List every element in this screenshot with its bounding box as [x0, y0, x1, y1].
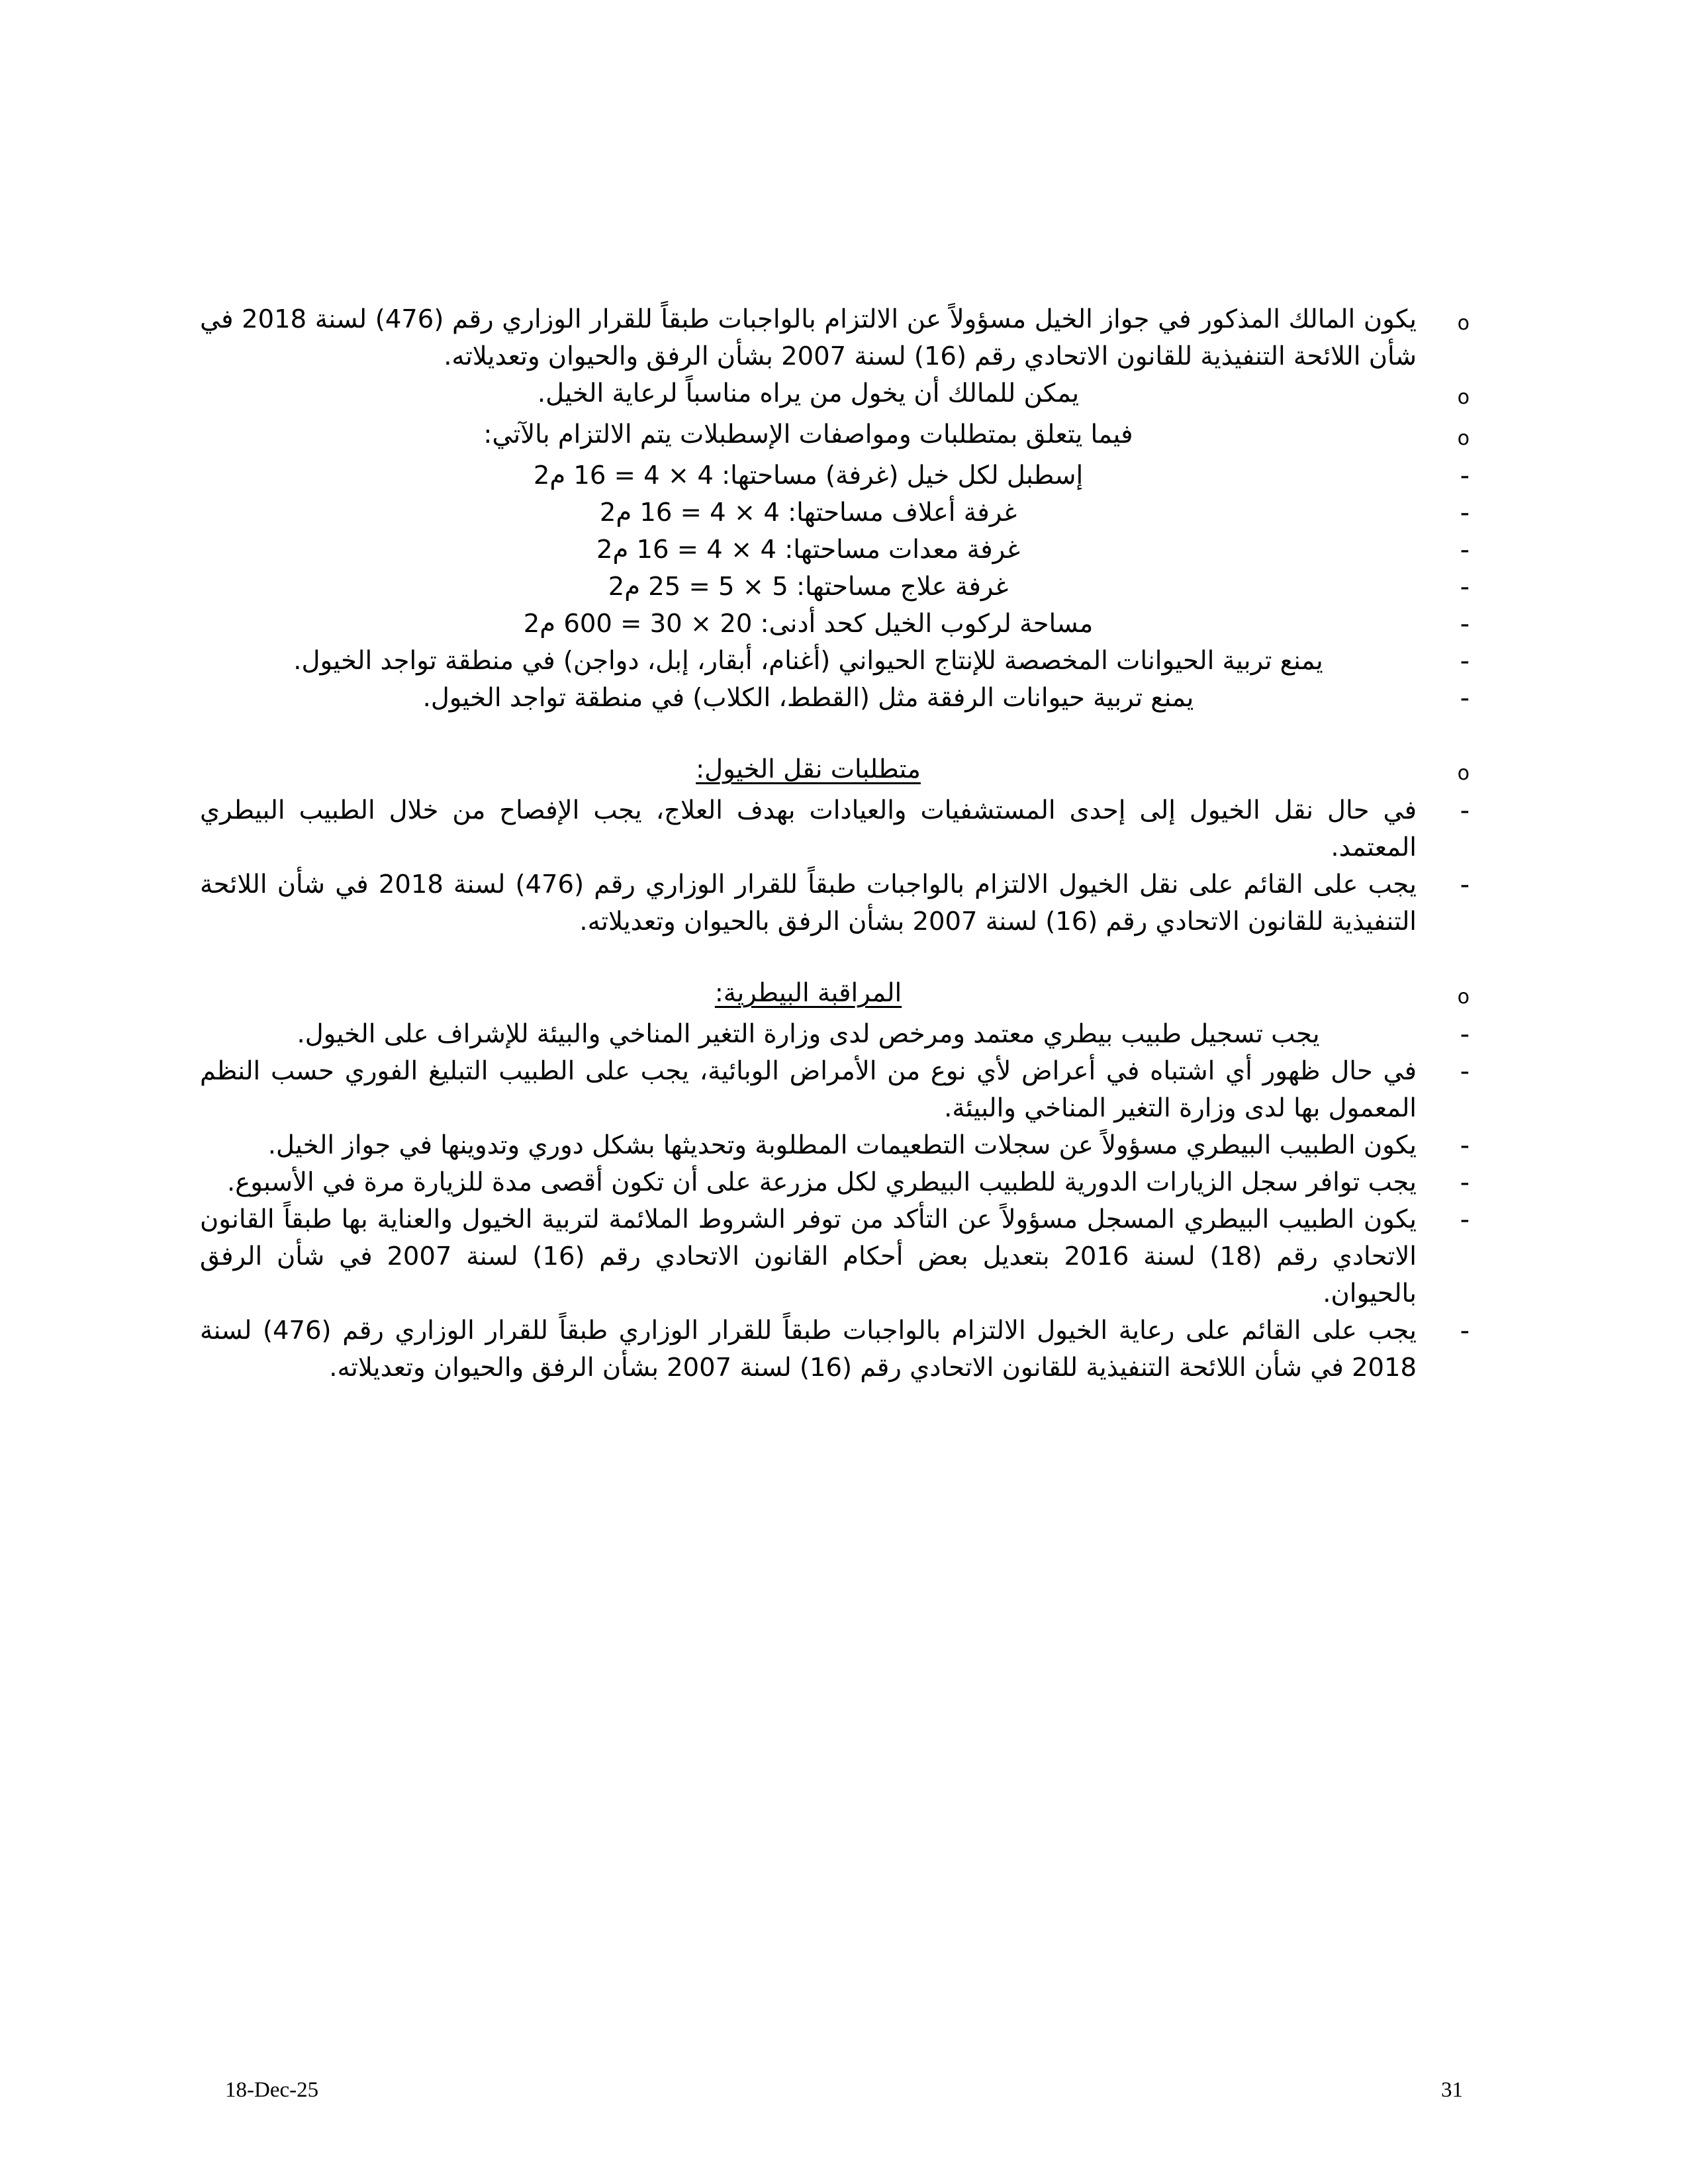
list-item-text: فيما يتعلق بمتطلبات ومواصفات الإسطبلات يتم الالتزام بالآتي: — [483, 420, 1133, 449]
list-item-text: إسطبل لكل خيل (غرفة) مساحتها: 4 × 4 = 16 م2 — [533, 461, 1084, 490]
bullet-dash-marker: - — [1460, 1205, 1470, 1235]
bullet-circle-marker: o — [1457, 427, 1470, 450]
list-item — [199, 1312, 1470, 1387]
list-item-text: مساحة لركوب الخيل كحد أدنى: 20 × 30 = 600 م2 — [523, 609, 1094, 639]
document-body — [199, 301, 1470, 1387]
bullet-dash-marker: - — [1460, 1130, 1470, 1161]
bullet-circle-marker: o — [1457, 386, 1470, 409]
list-item — [199, 680, 1470, 717]
list-item — [199, 1201, 1470, 1312]
bullet-dash-marker: - — [1460, 683, 1470, 713]
list-item — [199, 866, 1470, 940]
list-item-text: يمنع تربية حيوانات الرفقة مثل (القطط، الكلاب) في منطقة تواجد الخيول. — [422, 683, 1194, 713]
list-item — [199, 1127, 1470, 1164]
list-item-text: يمكن للمالك أن يخول من يراه مناسباً لرعاية الخيل. — [537, 379, 1080, 408]
list-item — [199, 606, 1470, 643]
section-heading-veterinary — [199, 975, 1470, 1016]
section-spacer — [199, 940, 1470, 975]
footer-page-number: 31 — [1441, 2078, 1463, 2102]
bullet-dash-marker: - — [1460, 1019, 1470, 1050]
bullet-dash-marker: - — [1460, 870, 1470, 900]
list-item — [199, 792, 1470, 866]
list-item-text: يجب تسجيل طبيب بيطري معتمد ومرخص لدى وزارة التغير المناخي والبيئة للإشراف على الخيول. — [297, 1019, 1320, 1049]
section-heading-text: متطلبات نقل الخيول: — [696, 754, 921, 784]
bullet-dash-marker: - — [1460, 1167, 1470, 1198]
list-item — [199, 1016, 1470, 1053]
footer-date: 18-Dec-25 — [225, 2078, 319, 2102]
list-item-text: يكون الطبيب البيطري مسؤولاً عن سجلات التطعيمات المطلوبة وتحديثها بشكل دوري وتدوينها في جواز الخيل. — [267, 1130, 1417, 1160]
list-item-text: في حال نقل الخيول إلى إحدى المستشفيات والعيادات بهدف العلاج، يجب الإفصاح من خلال الطبيب البيطري المعتمد. — [200, 796, 1417, 862]
list-item — [199, 1164, 1470, 1201]
bullet-dash-marker: - — [1460, 461, 1470, 491]
list-item — [199, 375, 1470, 416]
list-item — [199, 494, 1470, 531]
bullet-dash-marker: - — [1460, 572, 1470, 602]
list-item-text: يكون الطبيب البيطري المسجل مسؤولاً عن التأكد من توفر الشروط الملائمة لتربية الخيول والعناية بها طبقاً القانون الاتحادي رقم (18) لسنة 2016 بتعديل بعض أحكام القانون الاتحادي رقم (16) لسنة 2007 في شأن الرفق بالحيوان. — [200, 1205, 1417, 1308]
list-item-text: في حال ظهور أي اشتباه في أعراض لأي نوع من الأمراض الوبائية، يجب على الطبيب التبليغ الفوري حسب النظم المعمول بها لدى وزارة التغير المناخي والبيئة. — [200, 1056, 1417, 1123]
list-item — [199, 1053, 1470, 1127]
list-item-text: يجب على القائم على نقل الخيول الالتزام بالواجبات طبقاً للقرار الوزاري رقم (476) لسنة 2018 في شأن اللائحة التنفيذية للقانون الاتحادي رقم (16) لسنة 2007 بشأن الرفق بالحيوان وتعديلاته. — [200, 870, 1417, 936]
bullet-dash-marker: - — [1460, 1316, 1470, 1346]
list-item-text: يكون المالك المذكور في جواز الخيل مسؤولاً عن الالتزام بالواجبات طبقاً للقرار الوزاري رقم (476) لسنة 2018 في شأن اللائحة التنفيذية للقانون الاتحادي رقم (16) لسنة 2007 بشأن الرفق والحيوان وتعديلاته. — [200, 304, 1417, 371]
list-item-text: غرفة معدات مساحتها: 4 × 4 = 16 م2 — [596, 535, 1021, 565]
list-item — [199, 569, 1470, 606]
list-item — [199, 416, 1470, 457]
bullet-dash-marker: - — [1460, 535, 1470, 565]
bullet-dash-marker: - — [1460, 796, 1470, 826]
bullet-circle-marker: o — [1457, 762, 1470, 785]
list-item-text: يجب توافر سجل الزيارات الدورية للطبيب البيطري لكل مزرعة على أن تكون أقصى مدة للزيارة مرة في الأسبوع. — [227, 1167, 1417, 1197]
section-heading-transport — [199, 751, 1470, 792]
bullet-circle-marker: o — [1457, 312, 1470, 335]
list-item — [199, 643, 1470, 680]
list-item — [199, 531, 1470, 569]
section-heading-text: المراقبة البيطرية: — [714, 978, 902, 1008]
list-item-text: غرفة أعلاف مساحتها: 4 × 4 = 16 م2 — [599, 498, 1017, 527]
bullet-dash-marker: - — [1460, 609, 1470, 639]
list-item-text: يجب على القائم على رعاية الخيول الالتزام بالواجبات طبقاً للقرار الوزاري طبقاً للقرار الوزاري رقم (476) لسنة 2018 في شأن اللائحة التنفيذية للقانون الاتحادي رقم (16) لسنة 2007 بشأن الرفق والحيوان وتعديلاته. — [200, 1316, 1417, 1383]
section-spacer — [199, 717, 1470, 751]
list-item — [199, 301, 1470, 375]
list-item-text: غرفة علاج مساحتها: 5 × 5 = 25 م2 — [608, 572, 1009, 602]
list-item — [199, 457, 1470, 494]
bullet-dash-marker: - — [1460, 1056, 1470, 1087]
page-footer — [225, 2078, 1463, 2103]
bullet-dash-marker: - — [1460, 498, 1470, 528]
list-item-text: يمنع تربية الحيوانات المخصصة للإنتاج الحيواني (أغنام، أبقار، إبل، دواجن) في منطقة تواجد الخيول. — [293, 646, 1323, 676]
bullet-dash-marker: - — [1460, 646, 1470, 676]
bullet-circle-marker: o — [1457, 985, 1470, 1009]
